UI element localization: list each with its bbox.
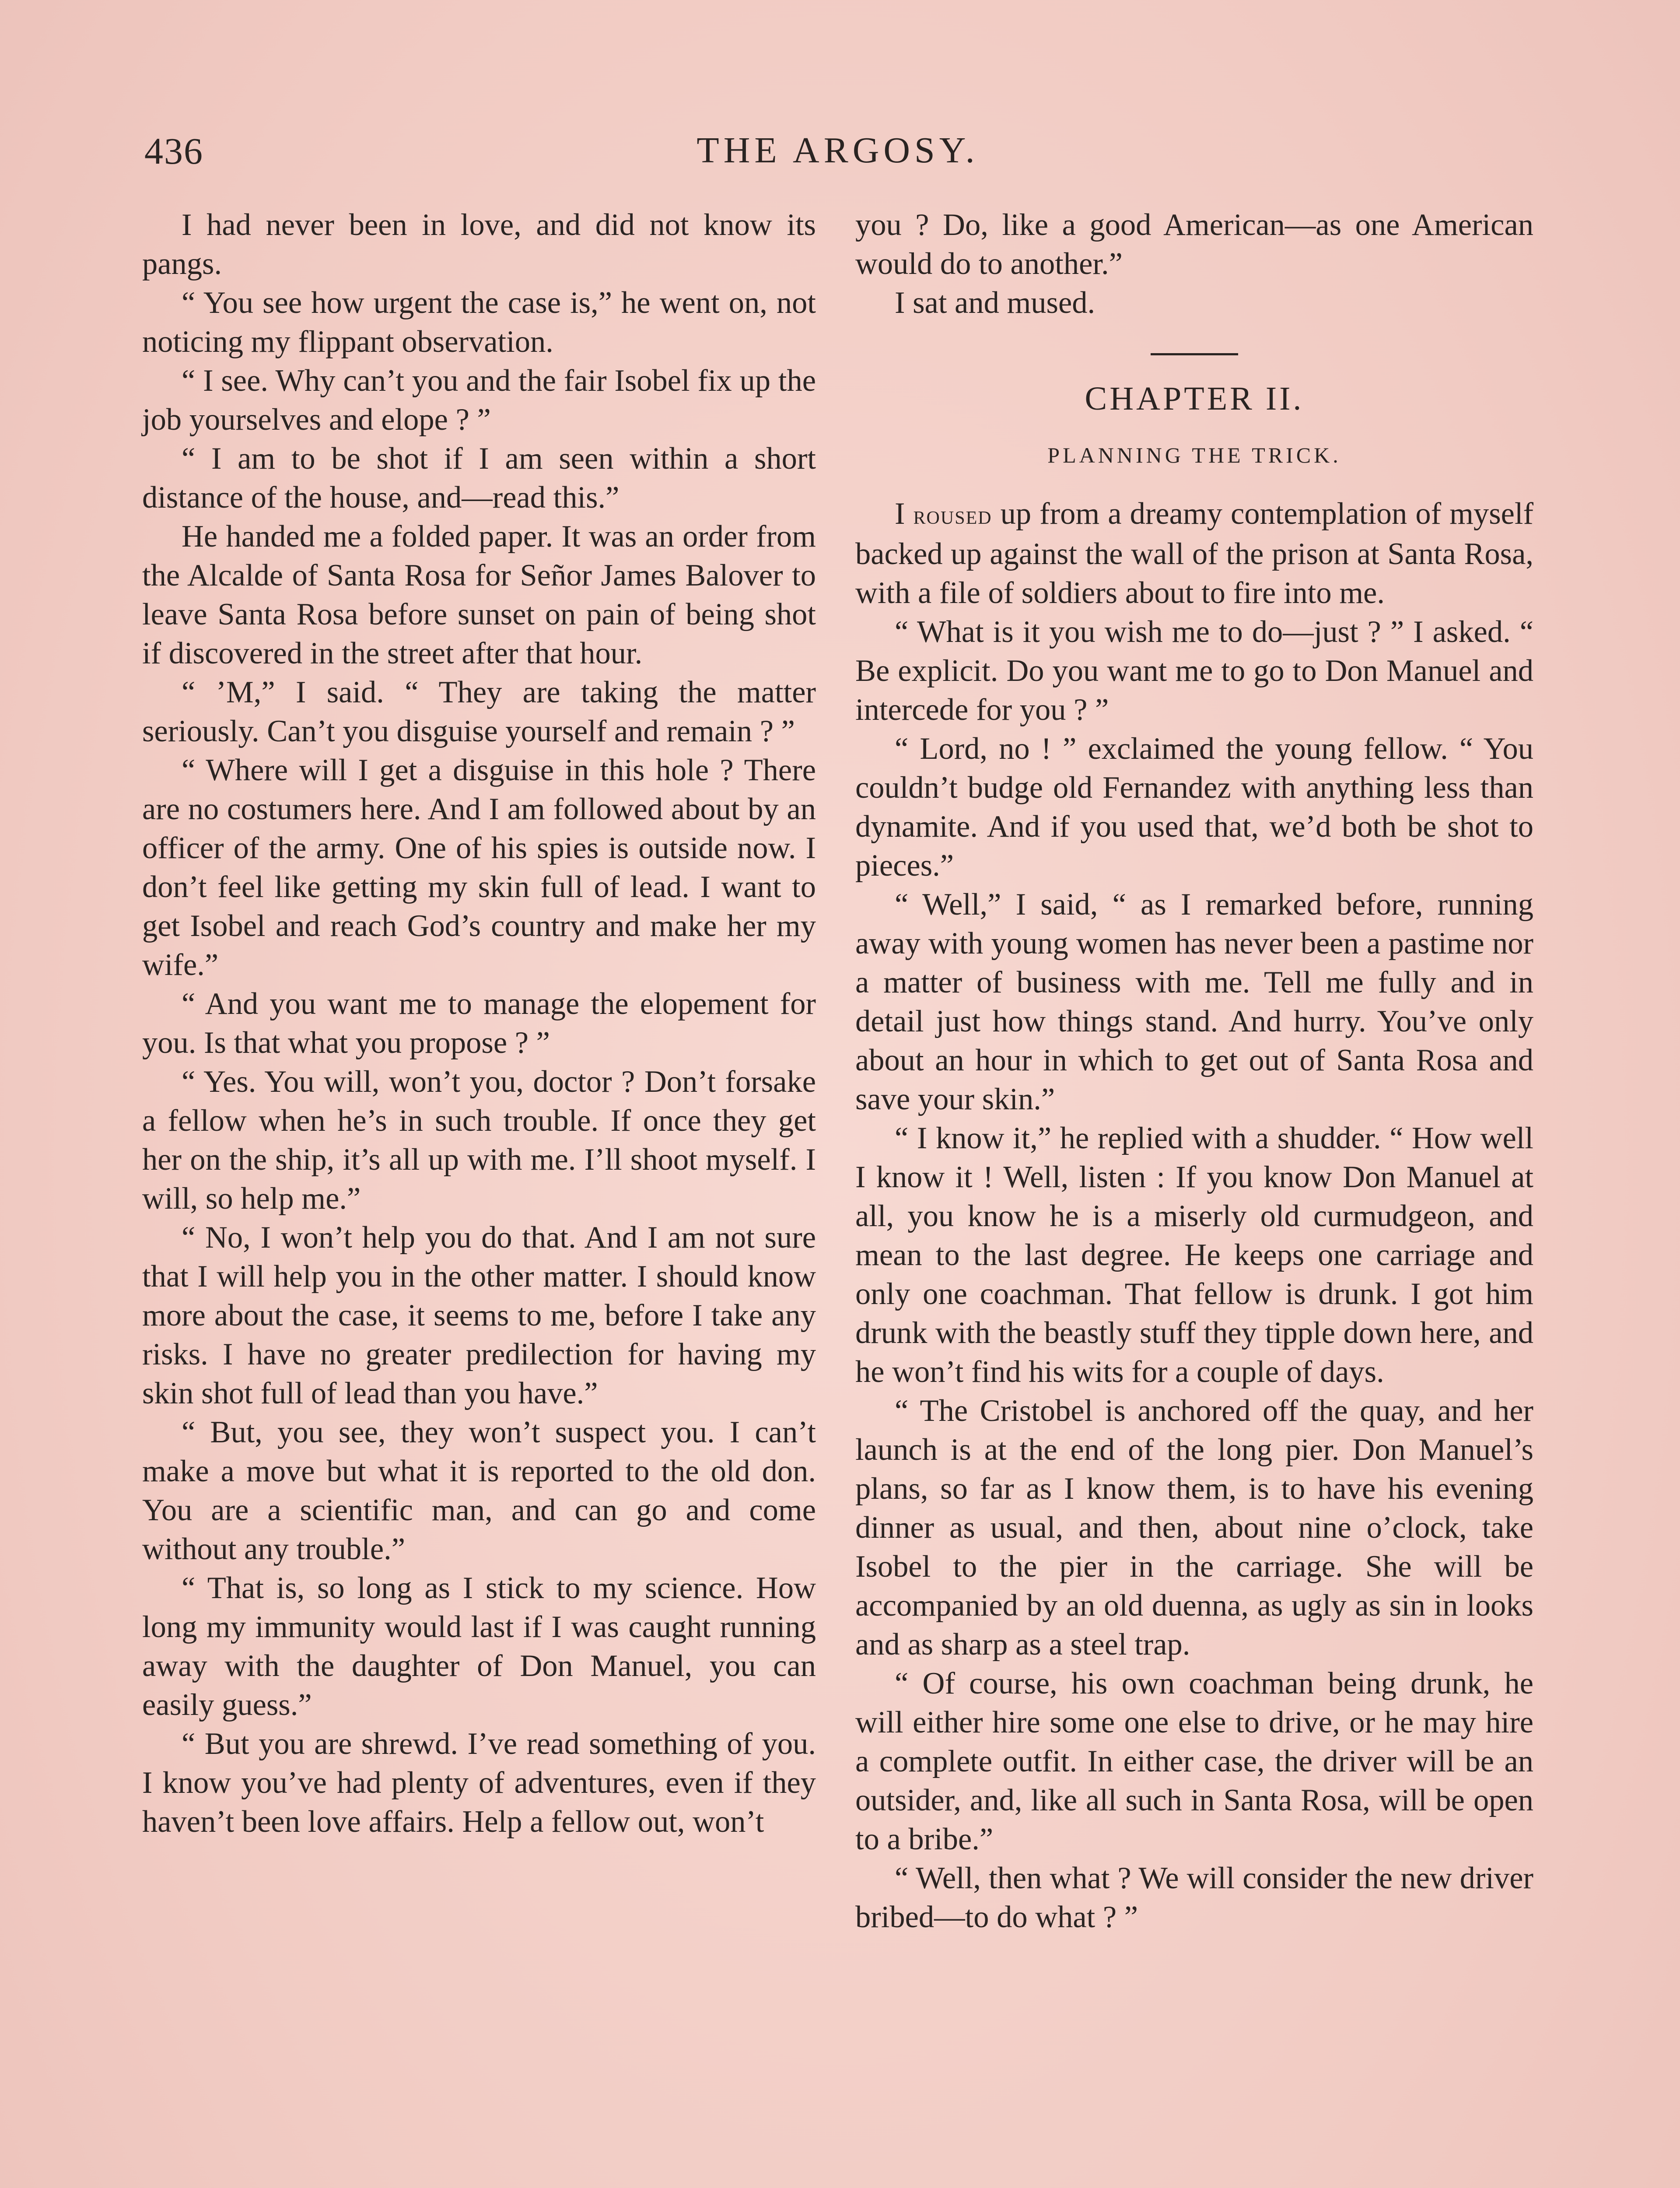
opening-smallcaps: roused (913, 501, 992, 529)
opening-rest: up from a dreamy contemplation of myself backed up against the wall of the prison at Santa Rosa, with a file of soldiers about to fire into me. (855, 497, 1533, 610)
running-head: THE ARGOSY. (696, 130, 979, 171)
paragraph: “ I am to be shot if I am seen within a short distance of the house, and—read this.” (142, 442, 816, 515)
page-number: 436 (144, 130, 203, 172)
section-divider (1151, 353, 1238, 355)
paragraph: “ But you are shrewd. I’ve read something of you. I know you’ve had plenty of adventures, even if they haven’t been love affairs. Help a fellow out, won’t (142, 1727, 816, 1839)
paragraph: “ Of course, his own coachman being drunk, he will either hire some one else to drive, or he may hire a complete outfit. In either case, the driver will be an outsider, and, like all such in Santa Rosa, will be open to a bribe.” (855, 1666, 1533, 1856)
left-column (142, 206, 816, 1841)
paragraph: “ ’M,” I said. “ They are taking the matter seriously. Can’t you disguise yourself and remain ? ” (142, 675, 816, 748)
page-header (140, 129, 1536, 177)
paragraph: “ Where will I get a disguise in this hole ? There are no costumers here. And I am followed about by an officer of the army. One of his spies is outside now. I don’t feel like getting my skin full of lead. I want to get Isobel and reach God’s country and make her my wife.” (142, 753, 816, 982)
chapter-subtitle: PLANNING THE TRICK. (1047, 443, 1341, 467)
paragraph: I had never been in love, and did not know its pangs. (142, 208, 816, 281)
paragraph: “ No, I won’t help you do that. And I am not sure that I will help you in the other matter. I should know more about the case, it seems to me, before I take any risks. I have no greater predilection for having my skin shot full of lead than you have.” (142, 1220, 816, 1410)
paragraph: “ You see how urgent the case is,” he went on, not noticing my flippant observation. (142, 286, 816, 359)
paragraph: “ That is, so long as I stick to my science. How long my immunity would last if I was caught running away with the daughter of Don Manuel, you can easily guess.” (142, 1571, 816, 1722)
paragraph: “ The Cristobel is anchored off the quay, and her launch is at the end of the long pier. Don Manuel’s plans, so far as I know them, is to have his evening dinner as usual, and then, about nine o’clock, take Isobel to the pier in the carriage. She will be accompanied by an old duenna, as ugly as sin in looks and as sharp as a steel trap. (855, 1394, 1533, 1662)
paragraph: “ Well, then what ? We will consider the new driver bribed—to do what ? ” (855, 1861, 1533, 1934)
right-column (855, 206, 1533, 1937)
paragraph: “ And you want me to manage the elopement for you. Is that what you propose ? ” (142, 987, 816, 1060)
paragraph: He handed me a folded paper. It was an order from the Alcalde of Santa Rosa for Señor James Balover to leave Santa Rosa before sunset on pain of being shot if discovered in the street after that hour. (142, 519, 816, 670)
paragraph: “ Yes. You will, won’t you, doctor ? Don’t forsake a fellow when he’s in such trouble. If once they get her on the ship, it’s all up with me. I’ll shoot myself. I will, so help me.” (142, 1065, 816, 1216)
paragraph: “ But, you see, they won’t suspect you. I can’t make a move but what it is reported to the old don. You are a scientific man, and can go and come without any trouble.” (142, 1415, 816, 1566)
paragraph: “ Lord, no ! ” exclaimed the young fellow. “ You couldn’t budge old Fernandez with anything less than dynamite. And if you used that, we’d both be shot to pieces.” (855, 732, 1533, 883)
continued-paragraph: you ? Do, like a good American—as one American would do to another.” (855, 208, 1533, 281)
chapter-title: CHAPTER II. (1085, 380, 1304, 417)
paragraph: “ What is it you wish me to do—just ? ” I asked. “ Be explicit. Do you want me to go to Don Manuel and intercede for you ? ” (855, 615, 1533, 727)
chapter-opening-paragraph (855, 494, 1533, 613)
paragraph: I sat and mused. (895, 286, 1096, 320)
opening-initial: I (895, 497, 905, 531)
paragraph: “ I know it,” he replied with a shudder. “ How well I know it ! Well, listen : If you know Don Manuel at all, you know he is a miserly old curmudgeon, and mean to the last degree. He keeps one carriage and only one coachman. That fellow is drunk. I got him drunk with the beastly stuff they tipple down here, and he won’t find his wits for a couple of days. (855, 1121, 1533, 1389)
paragraph: “ Well,” I said, “ as I remarked before, running away with young women has never been a pastime nor a matter of business with me. Tell me fully and in detail just how things stand. And hurry. You’ve only about an hour in which to get out of Santa Rosa and save your skin.” (855, 887, 1533, 1116)
paragraph: “ I see. Why can’t you and the fair Isobel fix up the job yourselves and elope ? ” (142, 364, 816, 437)
